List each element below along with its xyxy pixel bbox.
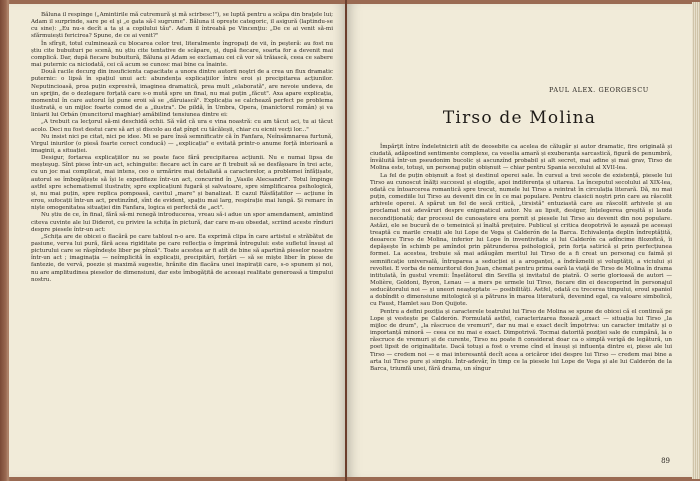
article-author: PAUL ALEX. GEORGESCU — [549, 86, 649, 94]
paragraph: Băluna il respinge („Amintirile mă cutremură şi mă scirbesc!"), se luptă pentru a scăpa din braţele lui; Adam il surprinde, sare pe el şi „e gata să-l sugrume". Băluna il oprește categoric, il asigură (laptindu-se cu sine): „Eu nu-s decît a ta şi a copilului tău". Adam il întreabă pe Vincenţiu: „De ce ai venit să-mi sfărmuiești fericirea? Spune, de ce ai venit?" — [31, 12, 333, 40]
left-page — [9, 4, 347, 477]
page-number: 89 — [661, 457, 670, 465]
paragraph: În sfîrşit, totul culminează cu blocarea celor trei, literalmente îngropați de vii, în peşteră: au fost nu știu cite bubuituri pe scenă, nu știu cite tentative de scăpare, și, după fiecare, soarta for a devenit mai complică. Dar, după fiecare bubuitură, Băluna și Adam se exclamau cei că vor să trăiască, ceea ce sabere mai puternic ca niciodată, cei că acum se cunosc mai bine ca înainte. — [31, 40, 333, 69]
paragraph: Pentru a defini poziția și caracterele teatrului lui Tirso de Molina se spune de obicei că el continuă pe Lope și vestește pe Calderón. Formulată astfel, caracterizarea fixează „exact — situația lui Tirso „la mijloc de drum", „la răscruce de vremuri", dar nu mai e exact decît împotriva: un caracter imitativ și o importanță minoră — ceea ce nu mai e exact. Dimpotrivă. Tocmai datorită poziției sale de cumpănă, la o răscruce de vremuri și de curente, Tirso nu poate fi considerat doar ca o simplă verigă de legătură, un poet lipsit de originalitate. Dacă totuși a fost o vreme cînd el însuși și influența dintre ei, piese ale lui Tirso — credem noi — e mai interesantă decît acea a oricăror idei despre lui Tirso — credem mai bine a arta lui Tirso pure și simplu. Într-adevăr, în timp ce la piesele lui Lope de Vega și ale lui Calderón de la Barca, triumfă unei, fără drama, un sîngur — [370, 308, 672, 372]
paragraph: La fel de puțin obișnuit a fost și destinul operei sale. În cursul a trei secole de existență, piesele lui Tirso au cunoscut înălți succesul și elogiile, apoi indiferența și uitarea. La începutul secolului al XIX-lea, odată cu întoarcerea romantică spre trecut, numele lui Tirso a reintrat în circulația literară. Dă, nu mai puțin, comediile lui Tirso au devenit din ce în ce mai populare. Pentru clasicii noștri prin care au răscolit arhivele operei. A spărut un fel de secă critică, „tirsistă" entuziastă care au răscolit arhivele și au proclamat noi adevăruri despre enigmaticul autor. Nu au lipsit, desigur, înțelegerea greșită și lauda necondiționată; dar procesul de cunoaștere era pornit și piesele lui Tirso au devenit din nou populare. Astăzi, ele se bucură de o temeinică și înaltă prețuire. Publicul și critica deopotrivă le așează pe aceeași treaptă cu marile creații ale lui Lope de Vega și Calderón de la Barca. Echivalența deplin îndreptățită, deoarece Tirso de Molina, inferior lui Lope în inventivitate și lui Calderón ca adîncime filozofică, îi depășește în schimb pe amîndoi prin pătrunderea psihologică, prin forța satirică și prin perfecțiunea formei. La acestea, trebuie să mai adăugăm meritul lui Tirso de a fi creat un personaj cu faimă și semnificație universală, întruparea a seducției și a aroganței, a îndrăznelii și voluptății, a viciului și revoltei. E vorba de nemuritorul don Juan, chemat pentru prima oară la viață de Tirso de Molina în drama intitulată, în gustul vremii: Înșelătorul din Sevilla și invitatul de piatră. O serie glorioasă de autori — Molière, Goldoni, Byron, Lenau — a mers pe urmele lui Tirso, fiecare din ei descoperind în personajul seducătorului noi — și uneori neașteptate — posibilități. Astfel, odată cu trecerea timpului, eroul spaniol a dobîndit o dimensiune mitologică și a pătruns în marea literatură, devenind egal, ca valoare simbolică, cu Faust, Hamlet sau Don Quijote. — [370, 172, 672, 308]
left-text-column — [31, 12, 333, 284]
right-text-column — [370, 144, 672, 373]
paragraph: „Schița are de obicei o flacără pe care tabloul n-o are. Ea exprimă clipa în care artistul e străbătut de pasiune, verva lui pură, fără acea rigiditate pe care reflecția o împrimă întregului: este sufletul însuși al picturului care se răspîndește liber pe pînză". Toate acestea ar fi atît de bine să apartină pieselor noastre într-un act ; imaginația — neîmplicită în explicații, precipitări, forțări — să se miște liber în piese de fantezie, de vervă, poezie și maximă sugestie, hrănite din flacăra unei inspirații care, s-o spunem și noi, nu are amplitudinea pieselor de dimensiuni, dar este îmbogățită de aceeași realitate generoasă a timpului nostru. — [31, 233, 333, 283]
paragraph: Desigur, fortarea explicațiilor nu se poate face fără precipitarea acțiunii. Nu e numai lipsa de meșteşug. Sînt piese într-un act, schinguite: fiecare act în care ar fi trebuit să se desfășoare în trei acte, cu un joc mai complicat, mai intens, ceo o urmărire mai detaliată a caracterelor, a problemei înfățișate, autorul se îmbogățește să își le expediteze într-un act, concurind în „Vasile Alecsandri". Totul împinge astfel spre schematismul ilustrativ, spre explicațiuni fugară și salvatoare, spre simplificarea psihologică, și, nu mai puțin, spre replica pompoasă, cavitul „mare" și banalizat. E cazul Răsfățatilor — acțiune în erou, sufocații într-un act, pretinzînd, sînt de evident, spațiu mai larg, respirație mai lungă. Și remarc în niște omogenitatea situației din Fanfara, logica ei perfectă de „act". — [31, 155, 333, 212]
right-page — [347, 4, 692, 477]
paragraph: Împărţit între îndeletnicirii atît de deosebite ca acelea de călugăr și autor dramatic, fire originală și ciudată, adăpostind sentimente complexe, ca veselia amară și exuberanța sarcastică, figură de penumbră, învăluită într-un pseudonim bucolic și ascunzînd probabil și alt secret, mai adine și mai grav, Tirso de Molina este, totuşi, un personaj puțin obișnuit — chiar pentru Spania secolului al XVII-lea. — [370, 144, 672, 172]
paragraph: Nu știu de ce, în final, fără să-mi renegă introducerea, vreau să-i adue un spor amendament, amintind citeva cuvinte ale lui Diderot, cu privire la schița în pictură, dar care m-au obsedat, scriind aceste rînduri despre piesele într-un act: — [31, 212, 333, 233]
article-title: Tirso de Molina — [442, 108, 597, 128]
page-edges — [692, 2, 700, 479]
paragraph: „A trebuit ca lecţorul să-mi deschidă ochii. Să văd că ura e vina noastră: cu am tăcut aci, tu ai tăcut acolo. Deci nu fost destui care să ari și discolo au dat pînpt cu tăcăleșii, chiar cu eicnii vecți lor..." — [31, 119, 333, 133]
paragraph: Două racile decurg din insuficienta capacitate a unora dintre autorii noştri de a crea un flux dramatic puternic: o lipsă în spațiul unui act: abundența explicațiilor între eroi și precipitarea acțiunilor. Neputincioasă, proa puțin expresivă, imaginea dramatică, prea mult „elaborată", are nevoie undeva, de un sprijin, de o dezlegare forțată care s-o mută spre un final, nu mai puțin „făcut". Axa apare explicația, momentul în care autorul își pune eroii să se „dăruiască". Explicația se calchează perfect pe problema ilustrată, e un mijloc foarte comod de a „ilustra". De pildă, în Umbra, Opera, (manictorul român) și va liniarii lui Orbán (muncitorul maghiar) amăbilind tensiunea dintre ei: — [31, 69, 333, 119]
paragraph: Nu insist nici pe citat, nici pe idee. Mi se pare însă semnificativ că în Fanfara, Neînsămnarea furtună, Virgul iniurilor (o piesă foarte cerect conducă) — „explicația" e evitată printr-o anume forță interioară a imaginii, a situației. — [31, 133, 333, 154]
